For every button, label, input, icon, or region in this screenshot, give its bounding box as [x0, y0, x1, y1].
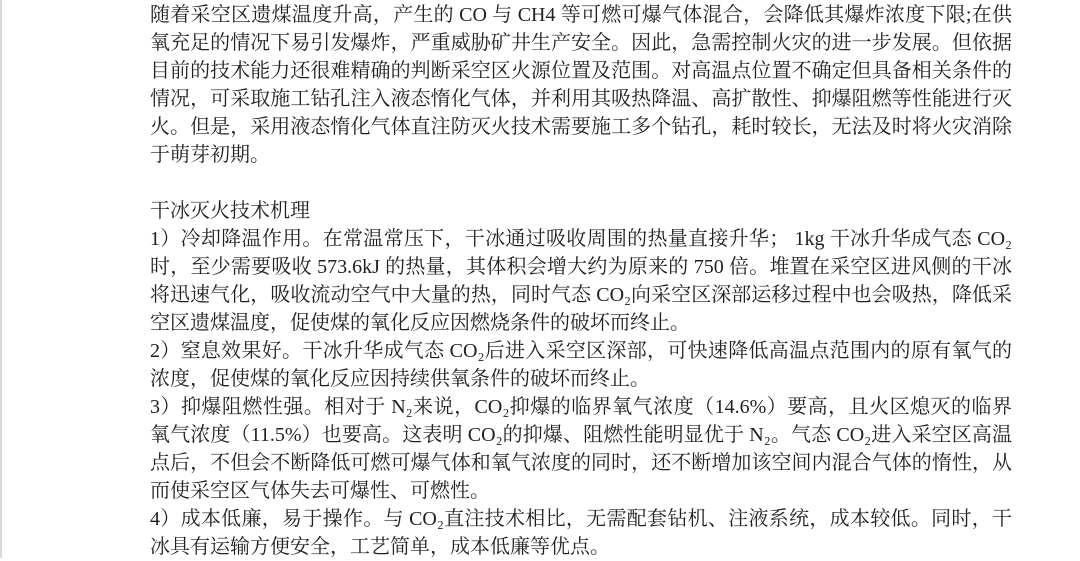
- mechanism-item-cooling: 1）冷却降温作用。在常温常压下，干冰通过吸收周围的热量直接升华； 1kg 干冰升华成气态 CO₂时，至少需要吸收 573.6kJ 的热量，其体积会增大约为原来的 750 倍。堆置在采空区进风侧的干冰将迅速气化，吸收流动空气中大量的热，同时气态 CO₂向采空区深部运移过程中也会吸热，降低采空区遗煤温度，促使煤的氧化反应因燃烧条件的破坏而终止。: [150, 228, 1012, 334]
- mechanism-item-suffocation: 2）窒息效果好。干冰升华成气态 CO₂后进入采空区深部，可快速降低高温点范围内的原有氧气的浓度，促使煤的氧化反应因持续供氧条件的破坏而终止。: [150, 340, 1012, 390]
- document-content: [150, 1, 1012, 561]
- mechanism-item-explosion-suppression: 3）抑爆阻燃性强。相对于 N₂来说，CO₂抑爆的临界氧气浓度（14.6%）要高，且火区熄灭的临界氧气浓度（11.5%）也要高。这表明 CO₂的抑爆、阻燃性能明显优于 N₂。气态 CO₂进入采空区高温点后，不但会不断降低可燃可爆气体和氧气浓度的同时，还不断增加该空间内混合气体的惰性，从而使采空区气体失去可爆性、可燃性。: [150, 396, 1012, 502]
- page-left-edge: [0, 0, 2, 558]
- mechanism-item-low-cost: 4）成本低廉，易于操作。与 CO₂直注技术相比，无需配套钻机、注液系统，成本较低。同时，干冰具有运输方便安全，工艺简单，成本低廉等优点。: [150, 508, 1012, 558]
- section-heading: 干冰灭火技术机理: [150, 200, 310, 222]
- intro-paragraph: 随着采空区遗煤温度升高，产生的 CO 与 CH4 等可燃可爆气体混合，会降低其爆炸浓度下限;在供氧充足的情况下易引发爆炸，严重威胁矿井生产安全。因此，急需控制火灾的进一步发展。但依据目前的技术能力还很难精确的判断采空区火源位置及范围。对高温点位置不确定但具备相关条件的情况，可采取施工钻孔注入液态惰化气体，并利用其吸热降温、高扩散性、抑爆阻燃等性能进行灭火。但是，采用液态惰化气体直注防灭火技术需要施工多个钻孔，耗时较长，无法及时将火灾消除于萌芽初期。: [150, 4, 1012, 166]
